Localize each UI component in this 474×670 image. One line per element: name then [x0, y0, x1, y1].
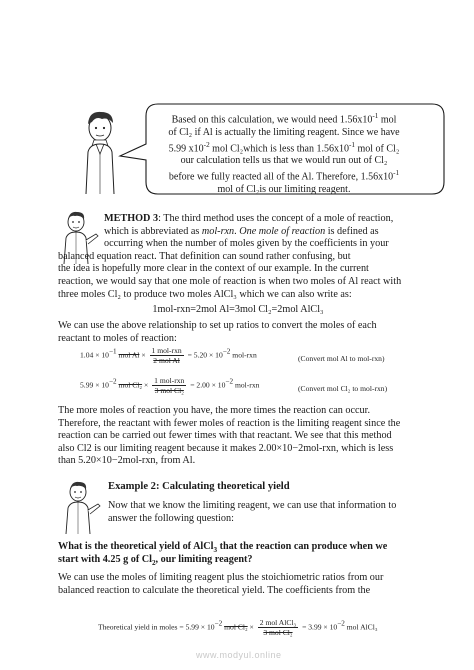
- mol-rxn-relation: 1mol-rxn=2mol Al=3mol Cl₂=2mol AlCl₃: [152, 304, 324, 315]
- method3-line: the idea is hopefully more clear in the context of our example. In the current: [58, 263, 369, 275]
- conversion-equation-cl2: $5.99 \times 10^{-2}$ mol Cl₂ × $\frac{\text{1 mol-rxn}}{\text{3 mol Cl₂}}$ = $2.00 \times 10^{-2}$ mol-rxn: [80, 376, 260, 395]
- method3-line: which is abbreviated as mol-rxn. One mole of reaction is defined as: [104, 225, 379, 237]
- student-character-icon: [80, 106, 122, 194]
- watermark: www.modyul.online: [196, 650, 282, 660]
- method3-line: balanced equation react. That definition can sound rather confusing, but: [58, 250, 351, 262]
- conclusion-line: than 5.20×10−2mol-rxn, from Al.: [58, 455, 196, 467]
- method3-line: reaction, we would say that one mole of reaction is when two moles of Al react with: [58, 276, 402, 287]
- conclusion-line: reaction can be carried out fewer times with that reactant. We see that this method: [58, 430, 392, 442]
- theoretical-yield-equation: Theoretical yield in moles = $5.99 \times 10^{-2}$ mol Cl₂ × $\frac{\text{2 mol AlCl₃}}{\text{3 mol Cl₂}}$ = $3.99 \times 10^{-2}$ mol AlCl₃: [98, 618, 378, 637]
- question-line: start with 4.25 g of $Cl_2$, our limiting reagent?: [58, 553, 253, 567]
- final-line: We can use the moles of limiting reagent plus the stoichiometric ratios from our: [58, 572, 384, 583]
- method3-line: three moles Cl₂ to produce two moles AlCl₃ which we can also write as:: [58, 288, 352, 300]
- conversion-note-al: (Convert mol Al to mol-rxn): [298, 354, 385, 363]
- ratios-intro: We can use the above relationship to set up ratios to convert the moles of each: [58, 320, 377, 331]
- ratios-intro: reactant to moles of reaction:: [58, 332, 177, 344]
- example2-line: Now that we know the limiting reagent, we can use that information to: [108, 500, 397, 511]
- method3-intro: METHOD 3: The third method uses the concept of a mole of reaction,: [104, 213, 394, 224]
- example-character-icon: [62, 478, 102, 534]
- speech-bubble-text: Based on this calculation, we would need $1.56x10^{-1}$ mol of Cl₂ if Al is actually the limiting reagent. Since we have 5.99 $x10^{-2}$ mol Cl₂which is less than $1.56x10^{-1}$ mol of Cl₂ our calculation tells us that we would run out of Cl₂ before we fully reacted all of the Al. Therefore, $1.56x10^{-1}$ mol of Cl₂is our limiting reagent.: [168, 112, 400, 195]
- conclusion-line: The more moles of reaction you have, the more times the reaction can occur.: [58, 405, 371, 416]
- conversion-equation-al: $1.04 \times 10^{-1}$ mol Al × $\frac{\text{1 mol-rxn}}{\text{2 mol Al}}$ = $5.20 \times 10^{-2}$ mol-rxn: [80, 346, 257, 365]
- question-line: What is the theoretical yield of AlCl$_3$ that the reaction can produce when we: [58, 541, 388, 555]
- conclusion-line: Therefore, the reactant with fewer moles of reaction is the limiting reagent since the: [58, 417, 401, 429]
- example2-title: Example 2: Calculating theoretical yield: [108, 481, 290, 492]
- conclusion-line: also Cl2 is our limiting reagent because it makes 2.00×10−2mol-rxn, which is less: [58, 442, 394, 454]
- conversion-note-cl2: (Convert mol Cl₂ to mol-rxn): [298, 384, 388, 393]
- final-line: balanced reaction to calculate the theoretical yield. The coefficients from the: [58, 584, 371, 596]
- example2-line: answer the following question:: [108, 512, 234, 524]
- method3-line: occurring when the number of moles given by the coefficients in your: [104, 238, 389, 250]
